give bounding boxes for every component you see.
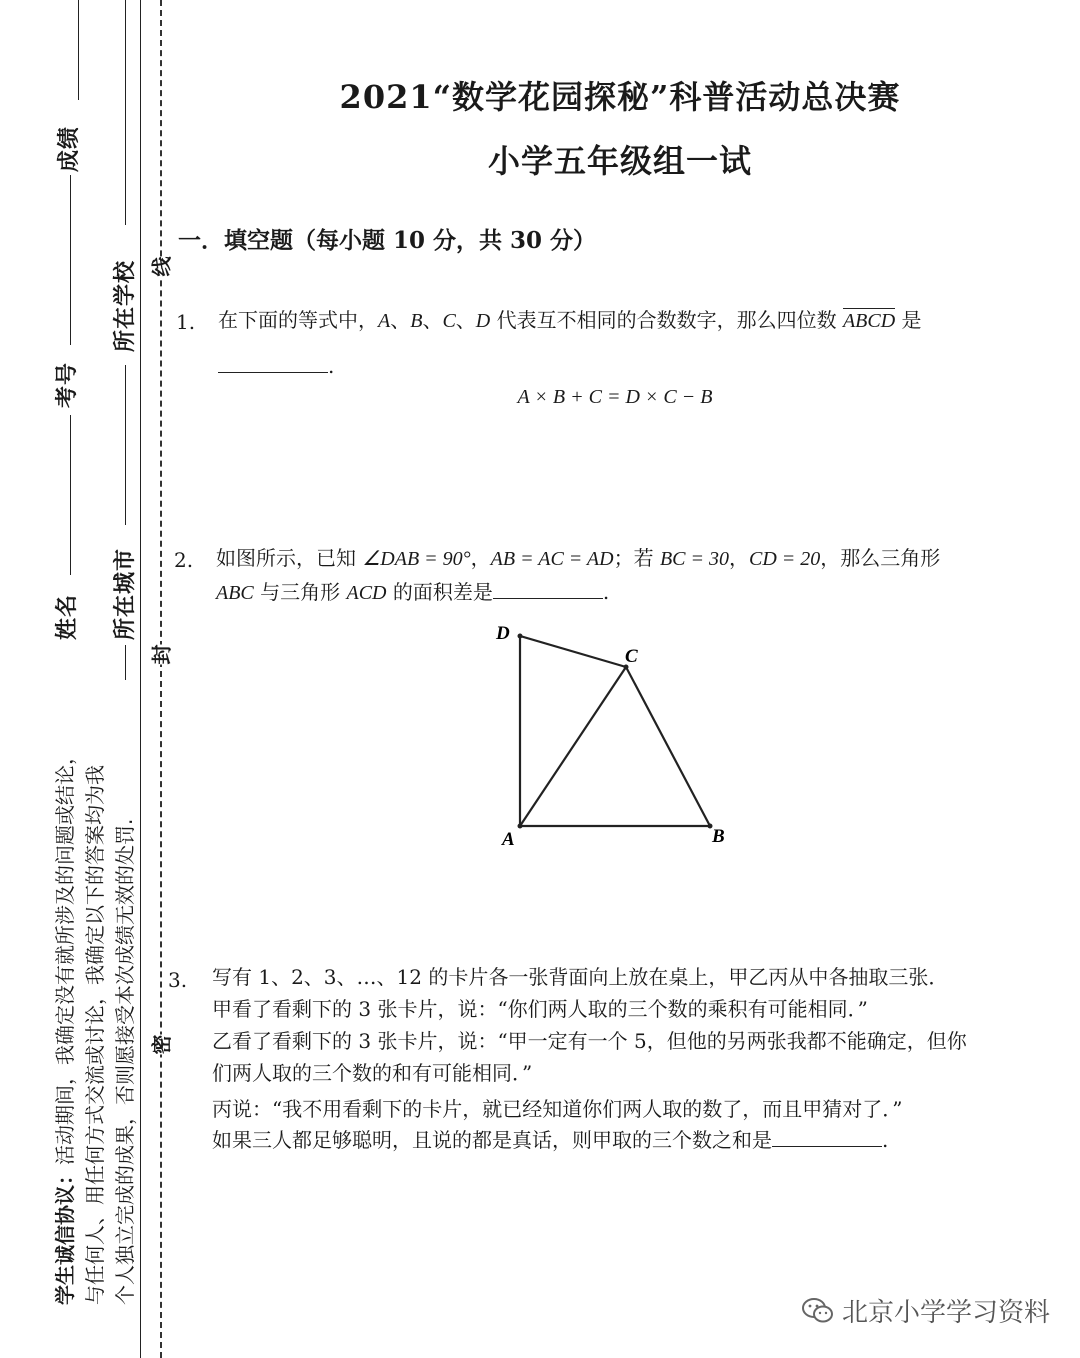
q1-tail: . — [328, 354, 335, 378]
q2-line2 — [216, 576, 609, 609]
q2-text-d: ， — [729, 546, 750, 570]
label-d: D — [496, 623, 510, 644]
q3-tail: . — [882, 1128, 889, 1152]
exam-no-label: 考号 — [54, 361, 80, 408]
edge-cb — [626, 667, 710, 826]
q2-cond-cd: CD = 20 — [749, 548, 821, 570]
q2-cond-equal: AB = AC = AD — [490, 548, 614, 570]
q2-tri-abc: ABC — [216, 582, 254, 604]
name-label: 姓名 — [54, 593, 80, 640]
q1-var-a: A — [378, 310, 391, 332]
q2-cond-angle: ∠DAB = 90° — [362, 548, 471, 570]
q1-number: 1. — [176, 310, 196, 334]
q1-text-a: 在下面的等式中， — [218, 308, 378, 332]
pledge-line1: 活动期间，我确定没有就所涉及的问题或结论， — [53, 745, 77, 1165]
q1-var-b: B — [410, 310, 423, 332]
integrity-pledge — [50, 665, 140, 1305]
q1-overline-number: ABCD — [842, 310, 896, 332]
exam-no-fill-line-upper — [70, 175, 71, 345]
label-a: A — [502, 829, 515, 850]
q3-number: 3. — [168, 968, 188, 992]
q2-tri-acd: ACD — [346, 582, 387, 604]
vertex-a — [518, 824, 523, 829]
watermark — [802, 1292, 1050, 1329]
vertex-d — [518, 634, 523, 639]
q2-text-b: ， — [470, 546, 491, 570]
pledge-line3: 个人独立完成的成果，否则愿接受本次成绩无效的处罚. — [113, 818, 137, 1305]
q3-line1: 写有 1、2、3、…、12 的卡片各一张背面向上放在桌上，甲乙丙从中各抽取三张． — [212, 965, 949, 989]
page-title: 2021“数学花园探秘”科普活动总决赛 — [339, 78, 901, 116]
seal-char-feng: 封 — [144, 645, 177, 665]
q2-text-a: 如图所示，已知 — [216, 546, 363, 570]
q2-text-e: ，那么三角形 — [820, 546, 941, 570]
edge-dc — [520, 636, 626, 667]
label-b: B — [712, 826, 725, 847]
q1-line1 — [218, 304, 922, 337]
page-subtitle: 小学五年级组一试 — [487, 142, 752, 180]
school-fill-line-upper — [125, 0, 126, 225]
edge-ac — [520, 667, 626, 826]
q3-line3: 乙看了看剩下的 3 张卡片，说：“甲一定有一个 5，但他的另两张我都不能确定，但你 — [212, 1029, 967, 1053]
q3-answer-blank[interactable] — [772, 1126, 882, 1147]
q1-sep1: 、 — [390, 308, 411, 332]
q1-var-c: C — [442, 310, 456, 332]
label-c: C — [625, 646, 638, 667]
q1-sep3: 、 — [455, 308, 476, 332]
q3-line5: 丙说：“我不用看剩下的卡片，就已经知道你们两人取的数了，而且甲猜对了．” — [212, 1097, 903, 1121]
q2-triangle-figure — [480, 615, 740, 855]
q1-answer-blank[interactable] — [218, 352, 328, 373]
q2-answer-blank[interactable] — [493, 578, 603, 599]
q2-tail: . — [602, 580, 610, 604]
margin-rule — [140, 0, 141, 1358]
q1-text-b: 代表互不相同的合数数字，那么四位数 — [490, 308, 843, 332]
q2-text-c: ；若 — [613, 546, 660, 570]
exam-no-fill-line — [70, 415, 71, 575]
section-heading: 一．填空题（每小题 10 分，共 30 分） — [178, 227, 597, 254]
q1-sep2: 、 — [422, 308, 443, 332]
q2-text-f: 与三角形 — [253, 580, 347, 604]
wechat-icon — [802, 1297, 834, 1325]
q2-line1 — [216, 542, 940, 575]
q2-cond-bc: BC = 30 — [659, 548, 730, 570]
q1-text-c: 是 — [895, 308, 922, 332]
q2-number: 2. — [174, 548, 194, 572]
watermark-text: 北京小学学习资料 — [841, 1298, 1050, 1328]
q3-line6 — [212, 1124, 888, 1156]
city-label: 所在城市 — [112, 547, 138, 640]
q2-text-g: 的面积差是 — [386, 580, 493, 604]
q1-line2 — [218, 350, 334, 382]
cut-line — [160, 0, 162, 1358]
score-fill-line — [78, 0, 79, 100]
seal-char-xian: 线 — [144, 257, 177, 277]
score-label: 成绩 — [56, 125, 82, 172]
school-label: 所在学校 — [112, 259, 138, 352]
q3-line2: 甲看了看剩下的 3 张卡片，说：“你们两人取的三个数的乘积有可能相同．” — [212, 997, 868, 1021]
q3-line6-text: 如果三人都足够聪明，且说的都是真话，则甲取的三个数之和是 — [212, 1128, 772, 1152]
q1-equation: A × B + C = D × C − B — [517, 386, 713, 408]
q3-line4: 们两人取的三个数的和有可能相同．” — [212, 1061, 533, 1085]
seal-char-mi: 密 — [144, 1035, 177, 1055]
pledge-title: 学生诚信协议： — [53, 1165, 77, 1305]
q1-var-d: D — [475, 310, 491, 332]
pledge-line2: 与任何人、用任何方式交流或讨论，我确定以下的答案均为我 — [83, 765, 107, 1305]
